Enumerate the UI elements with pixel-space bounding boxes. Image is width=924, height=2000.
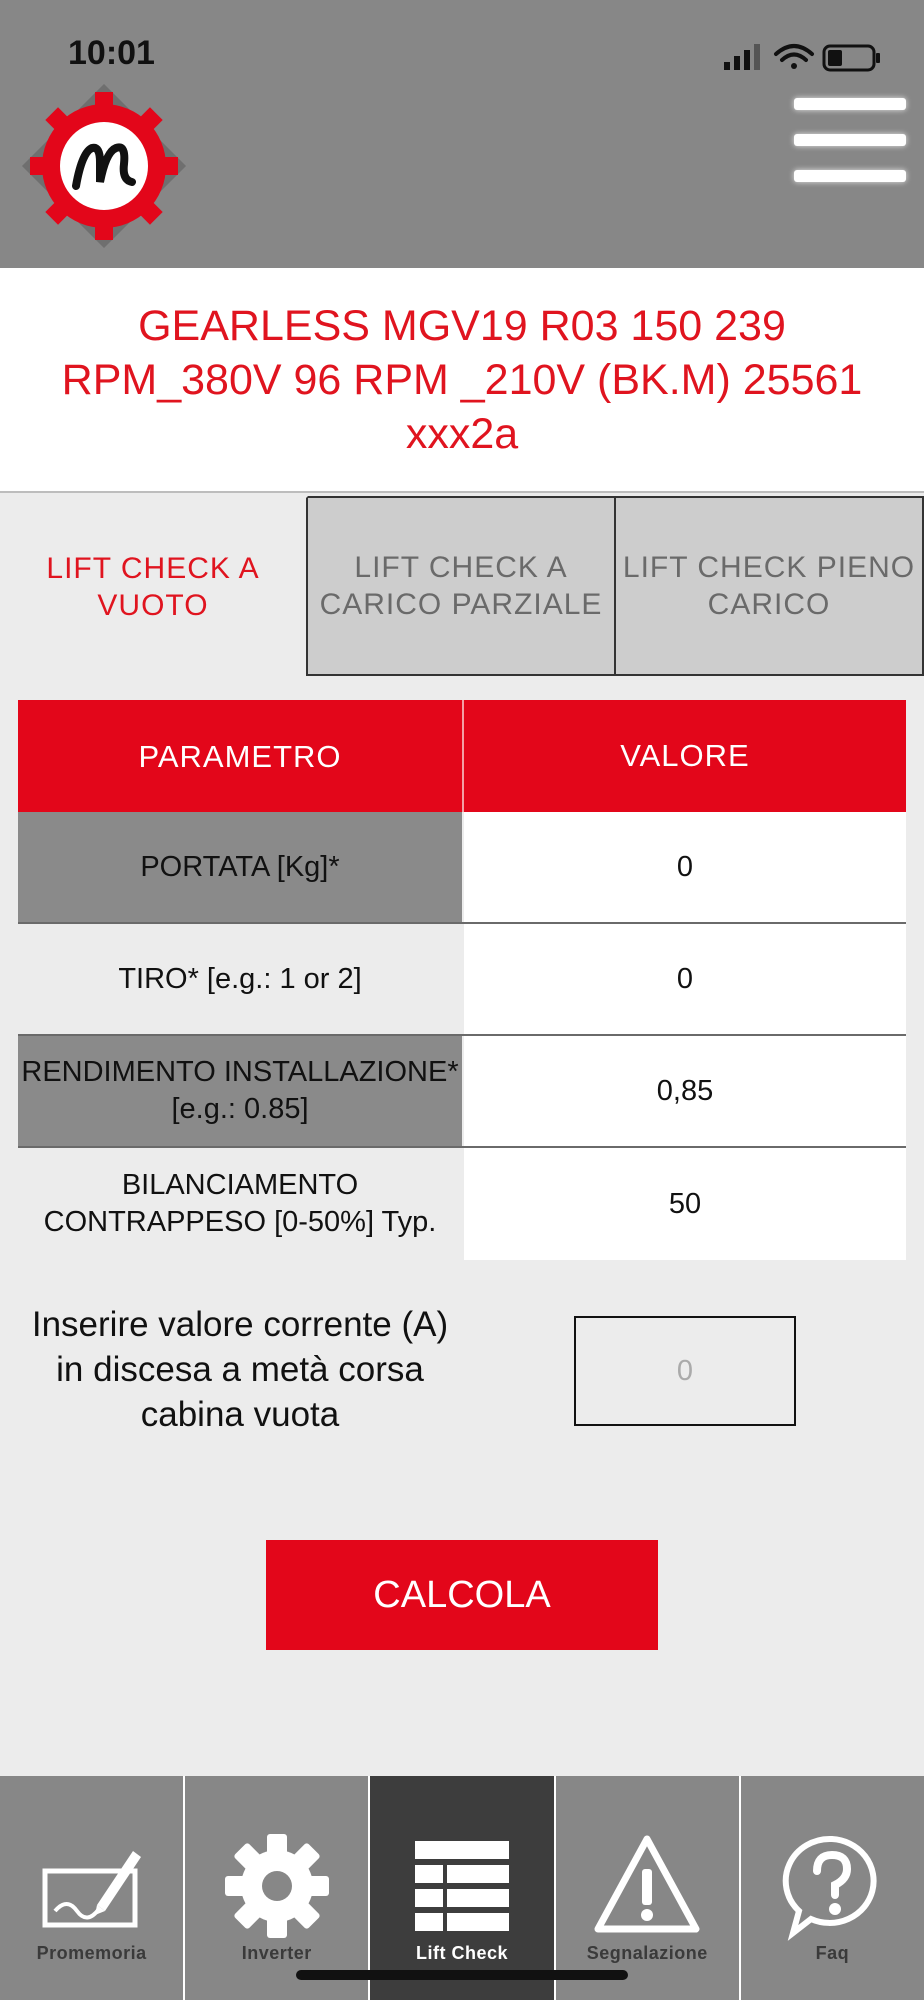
nav-label: Lift Check [416,1943,509,1963]
warning-icon [592,1831,702,1941]
nav-item-promemoria[interactable] [0,1776,185,2000]
table-row [18,1148,906,1260]
signal-icon [724,44,760,70]
lift-check-tabs [0,496,924,676]
hamburger-menu-button[interactable] [794,98,906,214]
nav-item-faq[interactable] [741,1776,924,2000]
table-row [18,924,906,1036]
status-time: 10:01 [68,34,155,72]
nav-item-inverter[interactable] [185,1776,370,2000]
app-header [0,0,924,268]
tab-lift-check-a-vuoto[interactable]: LIFT CHECK A VUOTO [0,496,308,676]
bottom-navigation [0,1776,924,2000]
param-value-field[interactable]: 0 [462,812,906,922]
menu-bar [794,98,906,110]
nav-label: Inverter [241,1943,312,1963]
header-parametro: PARAMETRO [18,700,462,812]
menu-bar [794,134,906,146]
wifi-icon [776,46,812,69]
param-label: BILANCIAMENTO CONTRAPPESO [0-50%] Typ. [18,1148,462,1260]
table-header-row [18,700,906,812]
motor-title: GEARLESS MGV19 R03 150 239 RPM_380V 96 RPM _210V (BK.M) 25561 xxx2a [61,301,863,458]
company-logo [20,82,188,250]
current-input-label: Inserire valore corrente (A) in discesa a metà corsa cabina vuota [31,1305,449,1434]
nav-item-lift-check[interactable] [370,1776,555,2000]
cheque-signature-icon [37,1831,147,1941]
param-value-field[interactable]: 0,85 [462,1036,906,1146]
table-icon [407,1831,517,1941]
param-label: PORTATA [Kg]* [18,812,462,922]
calcola-button[interactable]: CALCOLA [266,1540,658,1650]
current-input[interactable] [574,1316,796,1426]
table-row [18,812,906,924]
header-valore: VALORE [462,700,906,812]
param-label: RENDIMENTO INSTALLAZIONE* [e.g.: 0.85] [18,1036,462,1146]
nav-item-segnalazione[interactable] [556,1776,741,2000]
param-label: TIRO* [e.g.: 1 or 2] [18,924,462,1034]
nav-label: Promemoria [36,1943,147,1963]
param-value-field[interactable]: 50 [462,1148,906,1260]
status-icons [724,40,884,74]
nav-label: Faq [815,1943,850,1963]
home-indicator [296,1970,628,1980]
tab-lift-check-carico-parziale[interactable]: LIFT CHECK A CARICO PARZIALE [308,496,616,676]
table-row [18,1036,906,1148]
gear-icon [222,1831,332,1941]
battery-icon [824,46,880,70]
nav-label: Segnalazione [586,1943,708,1963]
tab-lift-check-pieno-carico[interactable]: LIFT CHECK PIENO CARICO [616,496,924,676]
menu-bar [794,170,906,182]
parameter-table [18,700,906,1260]
param-value-field[interactable]: 0 [462,924,906,1034]
question-bubble-icon [777,1831,887,1941]
motor-title-area [0,268,924,493]
